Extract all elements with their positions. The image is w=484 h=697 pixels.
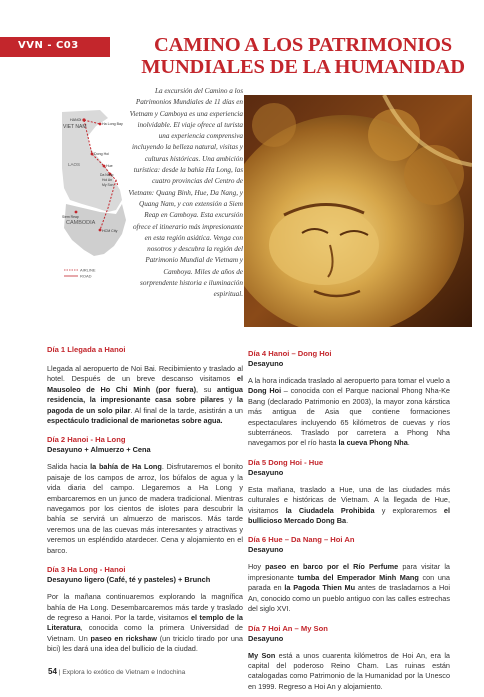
map-legend-airline: AIRLINE <box>80 267 96 273</box>
itinerary-day <box>47 345 243 426</box>
day-meals: Desayuno <box>248 545 284 555</box>
day-title: Día 2 Hanoi - Ha Long <box>47 435 126 445</box>
map-city-hcm: HCM City <box>102 229 118 233</box>
map-city-danang: Da Nang <box>100 173 114 177</box>
day-title: Día 4 Hanoi – Dong Hoi <box>248 349 332 358</box>
day-description: Esta mañana, traslado a Hue, una de las ciudades más culturales e históricas de Vietnam. A la llegada de Hue, visitamos la Ciudadela Prohibida y exploraremos el bullicioso Mercado Dong Ba. <box>248 484 451 526</box>
day-title: Día 1 Llegada a Hanoi <box>47 345 126 354</box>
itinerary-day <box>248 624 450 693</box>
golden-buddha-photo <box>244 95 472 327</box>
footer-divider: | <box>58 669 61 676</box>
intro-text: La excursión del Camino a los Patrimonios Mundiales de 11 días en Vietnam y Camboya es una experiencia inolvidable. El viaje ofrece al turista una experiencia comprensiva incluyendo la belleza natural, visitas y culturas históricas. Una ambición turística: desde la bahía Ha Long, las cuatro provincias del Centro de Vietnam: Quang Binh, Hue, Da Nang, y Quang Nam, y con extensión a Siem Reap en Camboya. Esta excursión ofrece el itinerario más impresionante en esta región asiática. Venga con nosotros y descubra la región del Patrimonio Mundial de Vietnam y Camboya. Miles de años de sorprendente historia e iluminación espiritual. <box>128 87 243 299</box>
itinerary-day <box>47 565 243 654</box>
map-city-halong: Ha Long Bay <box>102 122 123 126</box>
map-city-hue: Hue <box>106 164 113 168</box>
day-title: Día 3 Ha Long - Hanoi <box>47 565 126 575</box>
title-line-2: MUNDIALES DE LA HUMANIDAD <box>141 56 465 78</box>
day-description: Hoy paseo en barco por el Río Perfume para visitar la impresionante tumba del Emperador Minh Mang con una parada en la Pagoda Thien Mu antes de trasladarnos a Hoi An, conocido como un pueblo antiguo con las calles estrechas del siglo XVI. <box>248 562 450 614</box>
footer-text: Explora lo exótico de Vietnam e Indochina <box>62 669 186 676</box>
day-description: My Son está a unos cuarenta kilómetros de Hoi An, era la capital del poderoso Reino Cham. Las ruinas están catalogadas como Patrimonio de la Humanidad por la Unesco en 1999. Regreso a Hoi An y alojamiento. <box>248 650 450 691</box>
section-code-tab <box>0 37 110 57</box>
day-description: Llegada al aeropuerto de Noi Bai. Recibimiento y traslado al hotel. Después de un breve descanso visitamos el Mausoleo de Ho Chi Minh (por fuera), su antigua residencia, la impresionante casa sobre pilares y la pagoda de un solo pilar. Al final de la tarde, asistirán a un espectáculo tradicional de marionetas sobre agua. <box>47 364 244 426</box>
itinerary-left-column <box>47 345 243 664</box>
page-title <box>128 34 478 78</box>
title-line-1: CAMINO A LOS PATRIMONIOS <box>154 34 452 56</box>
itinerary-day <box>47 435 243 556</box>
itinerary-day <box>248 535 450 614</box>
itinerary-day <box>248 458 450 527</box>
map-label-cambodia: CAMBODIA <box>66 220 96 226</box>
map-legend-road: ROAD <box>80 273 92 279</box>
map-label-laos: LAOS <box>68 162 81 167</box>
day-meals: Desayuno <box>248 633 284 643</box>
section-code: VVN - C03 <box>18 40 79 51</box>
day-meals: Desayuno ligero (Café, té y pasteles) + Brunch <box>47 575 211 585</box>
map-city-siemreap: Siem Reap <box>62 215 79 219</box>
page-number: 54 <box>48 667 57 676</box>
itinerary-day <box>248 349 450 449</box>
day-title: Día 6 Hue – Da Nang – Hoi An <box>248 535 355 545</box>
page-footer <box>48 667 185 676</box>
day-title: Día 5 Dong Hoi - Hue <box>248 457 324 467</box>
map-city-donghoi: Dong Hoi <box>94 152 109 156</box>
day-meals: Desayuno + Almuerzo + Cena <box>47 445 151 455</box>
day-description: Por la mañana continuaremos explorando la magnífica bahía de Ha Long. Desembarcaremos más tarde y traslado de regreso a Hanoi. Por la tarde, visitamos el templo de la Literatura, conocida como la primera Universidad de Vietnam. Un paseo en rickshaw (un triciclo tirado por una bici) les dará una idea del bullicio de la ciudad. <box>47 592 243 654</box>
map-city-hoian: Hoi An <box>102 178 112 182</box>
itinerary-right-column <box>248 349 450 697</box>
day-meals: Desayuno <box>248 467 284 477</box>
day-description: Salida hacia la bahía de Ha Long. Disfrutaremos el bonito paisaje de los campos de arroz, los búfalos de agua y la vida diaria del campo. Llegaremos a Ha Long y embarcaremos en un junco de madera tradicional. Mientras navegamos por los cientos de islotes para descubrir la bahía se servirá un almuerzo de mariscos. Más tarde veremos una de las cuevas más interesantes y atractivas y veremos un espléndido atardecer. Cena y alojamiento en el barco. <box>47 462 243 555</box>
map-label-vietnam: VIET NAM <box>63 124 87 130</box>
day-meals: Desayuno <box>248 359 284 368</box>
day-description: A la hora indicada traslado al aeropuerto para tomar el vuelo a Dong Hoi – conocida con el Parque nacional Phong Nha-Ke Bang (declarado Patrimonio en 2003), la mayor zona kárstica más antigua de Asia que contiene formaciones espectaculares incluyendo 65 kilómetros de cuevas y ríos subterráneos. Traslado por carretera a Phong Nha navegamos por el río hasta la cueva Phong Nha. <box>248 376 450 448</box>
map-city-hanoi: HANOI <box>70 118 82 122</box>
day-title: Día 7 Hoi An – My Son <box>248 623 328 633</box>
map-city-myson: My Son <box>102 183 114 187</box>
